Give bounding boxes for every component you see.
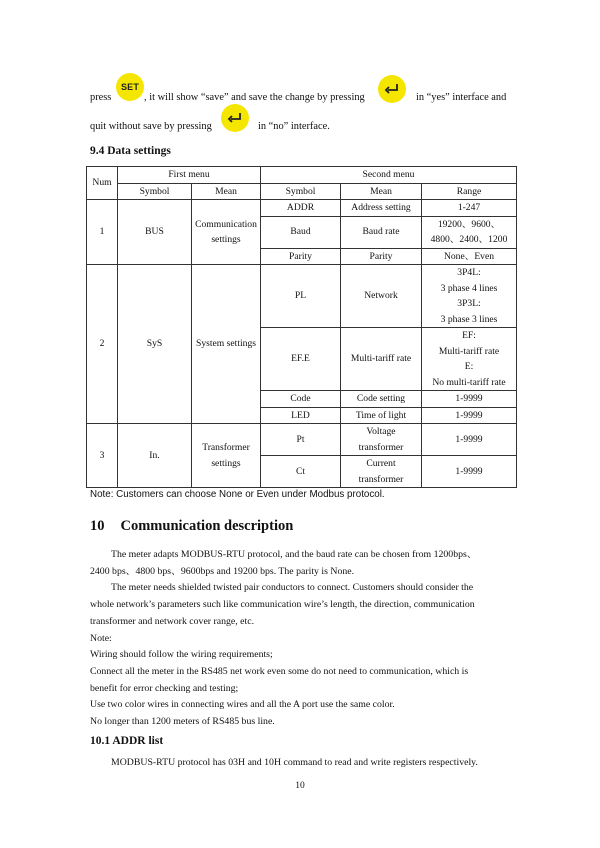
cell-symbol-2: Parity bbox=[261, 248, 341, 265]
cell-mean: System settings bbox=[192, 265, 261, 424]
header-mean: Mean bbox=[192, 183, 261, 200]
cell-range: 1-247 bbox=[422, 200, 517, 217]
intro-text-yes: in “yes” interface and bbox=[416, 92, 507, 103]
range-line: E: bbox=[464, 361, 474, 372]
intro-text-no: in “no” interface. bbox=[258, 121, 330, 132]
cell-symbol-2: EF.E bbox=[261, 328, 341, 391]
paragraph-line: transformer and network cover range, etc. bbox=[90, 615, 255, 627]
set-key-icon bbox=[116, 73, 144, 101]
range-line: 3P4L: bbox=[457, 267, 481, 278]
cell-range: 1-9999 bbox=[422, 424, 517, 456]
data-settings-table bbox=[86, 166, 517, 488]
range-line: EF: bbox=[462, 330, 476, 341]
range-line: 3P3L: bbox=[457, 298, 481, 309]
enter-key-icon-2 bbox=[221, 104, 249, 132]
cell-symbol: SyS bbox=[118, 265, 192, 424]
paragraph-line: 2400 bps、4800 bps、9600bps and 19200 bps. The parity is None. bbox=[90, 565, 355, 577]
section-10-body bbox=[90, 547, 512, 731]
cell-symbol-2: Baud bbox=[261, 216, 341, 248]
set-key-label: SET bbox=[120, 82, 140, 92]
cell-range bbox=[422, 265, 517, 328]
header-second-menu: Second menu bbox=[261, 167, 517, 184]
intro-text-save: , it will show “save” and save the change by pressing bbox=[144, 92, 365, 103]
note-line: Connect all the meter in the RS485 net work even some do not need to communication, which is bbox=[90, 665, 469, 677]
cell-range: 1-9999 bbox=[422, 407, 517, 424]
cell-symbol-2: PL bbox=[261, 265, 341, 328]
enter-key-icon bbox=[378, 75, 406, 103]
header-mean-2: Mean bbox=[341, 183, 422, 200]
intro-text-quit: quit without save by pressing bbox=[90, 121, 212, 132]
cell-mean-2: Network bbox=[341, 265, 422, 328]
cell-range bbox=[422, 328, 517, 391]
page-number: 10 bbox=[295, 781, 305, 791]
cell-mean: Transformer settings bbox=[192, 424, 261, 488]
range-line: 3 phase 3 lines bbox=[440, 313, 498, 325]
cell-symbol: BUS bbox=[118, 200, 192, 265]
cell-mean-2: Multi-tariff rate bbox=[341, 328, 422, 391]
cell-mean-2: Time of light bbox=[341, 407, 422, 424]
cell-mean: Communication settings bbox=[192, 200, 261, 265]
cell-symbol-2: Ct bbox=[261, 456, 341, 488]
section-10-1-body bbox=[90, 755, 512, 772]
note-line: Wiring should follow the wiring requirements; bbox=[90, 649, 273, 661]
range-line: 3 phase 4 lines bbox=[440, 282, 498, 294]
cell-mean-2: Code setting bbox=[341, 391, 422, 408]
range-line: No multi-tariff rate bbox=[432, 376, 506, 388]
cell-num: 1 bbox=[87, 200, 118, 265]
cell-range: 1-9999 bbox=[422, 456, 517, 488]
note-label: Note: bbox=[90, 632, 112, 644]
cell-mean-2: Baud rate bbox=[341, 216, 422, 248]
table-row bbox=[87, 200, 517, 217]
header-num: Num bbox=[87, 167, 118, 200]
enter-arrow-icon bbox=[227, 112, 243, 124]
table-note: Note: Customers can choose None or Even under Modbus protocol. bbox=[90, 489, 385, 500]
section-number: 10 bbox=[90, 518, 105, 534]
cell-range: None、Even bbox=[422, 248, 517, 265]
note-line: Use two color wires in connecting wires and all the A port use the same color. bbox=[90, 699, 395, 711]
table-subheader-row bbox=[87, 183, 517, 200]
paragraph-line: whole network’s parameters such like communication wire’s length, the direction, communication bbox=[90, 599, 475, 611]
enter-arrow-icon bbox=[384, 83, 400, 95]
cell-mean-2: Address setting bbox=[341, 200, 422, 217]
range-line: Multi-tariff rate bbox=[438, 345, 500, 357]
header-symbol-2: Symbol bbox=[261, 183, 341, 200]
cell-mean-2: Parity bbox=[341, 248, 422, 265]
section-10-heading bbox=[90, 518, 293, 535]
paragraph-line: MODBUS-RTU protocol has 03H and 10H command to read and write registers respectively. bbox=[111, 757, 478, 768]
note-line: No longer than 1200 meters of RS485 bus line. bbox=[90, 716, 275, 728]
cell-mean-2: Current transformer bbox=[341, 456, 422, 488]
header-symbol: Symbol bbox=[118, 183, 192, 200]
cell-symbol-2: LED bbox=[261, 407, 341, 424]
table-row bbox=[87, 265, 517, 328]
cell-range: 19200、9600、4800、2400、1200 bbox=[422, 216, 517, 248]
cell-num: 3 bbox=[87, 424, 118, 488]
header-range: Range bbox=[422, 183, 517, 200]
cell-symbol: In. bbox=[118, 424, 192, 488]
table-header-row bbox=[87, 167, 517, 184]
paragraph-line: The meter adapts MODBUS-RTU protocol, and the baud rate can be chosen from 1200bps、 bbox=[111, 549, 477, 560]
cell-num: 2 bbox=[87, 265, 118, 424]
section-10-1-heading: 10.1 ADDR list bbox=[90, 735, 164, 747]
section-9-4-heading: 9.4 Data settings bbox=[90, 145, 171, 157]
section-title: Communication description bbox=[120, 518, 294, 534]
cell-symbol-2: Code bbox=[261, 391, 341, 408]
table-row bbox=[87, 424, 517, 456]
paragraph-line: The meter needs shielded twisted pair conductors to connect. Customers should consider the bbox=[111, 582, 474, 594]
note-line: benefit for error checking and testing; bbox=[90, 682, 239, 694]
cell-symbol-2: ADDR bbox=[261, 200, 341, 217]
header-first-menu: First menu bbox=[118, 167, 261, 184]
cell-range: 1-9999 bbox=[422, 391, 517, 408]
cell-mean-2: Voltage transformer bbox=[341, 424, 422, 456]
cell-symbol-2: Pt bbox=[261, 424, 341, 456]
intro-text-press: press bbox=[90, 92, 112, 103]
